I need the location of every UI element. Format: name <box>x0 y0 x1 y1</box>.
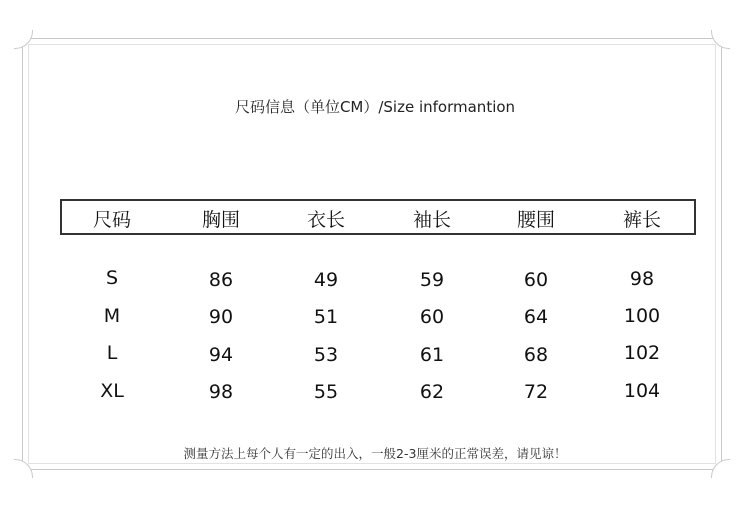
table-cell: 59 <box>419 269 445 291</box>
table-cell: 60 <box>523 269 549 291</box>
table-cell: 49 <box>313 269 339 291</box>
table-cell: 86 <box>208 269 234 291</box>
table-cell: 90 <box>208 306 234 328</box>
header-cell-size: 尺码 <box>92 209 131 231</box>
table-cell: L <box>106 342 118 364</box>
table-cell: 94 <box>208 344 234 366</box>
table-cell: 104 <box>623 380 661 402</box>
header-cell-sleeve: 袖长 <box>412 209 451 231</box>
table-cell: 64 <box>523 306 549 328</box>
measurement-note: 测量方法上每个人有一定的出入，一般2-3厘米的正常误差，请见谅！ <box>183 446 567 461</box>
table-cell: 55 <box>313 381 339 403</box>
frame-corner <box>711 30 730 49</box>
header-cell-length: 衣长 <box>306 209 345 231</box>
table-cell: 102 <box>623 342 661 364</box>
table-cell: 68 <box>523 344 549 366</box>
page-title: 尺码信息（单位CM）/Size informantion <box>234 98 516 116</box>
table-cell: 100 <box>623 305 661 327</box>
table-cell: 98 <box>629 268 655 290</box>
table-cell: 51 <box>313 306 339 328</box>
table-cell: 53 <box>313 344 339 366</box>
table-cell: XL <box>100 380 124 402</box>
table-cell: S <box>105 267 119 289</box>
table-cell: 60 <box>419 306 445 328</box>
table-cell: M <box>103 305 121 327</box>
table-cell: 62 <box>419 381 445 403</box>
table-cell: 72 <box>523 381 549 403</box>
table-cell: 61 <box>419 344 445 366</box>
frame-corner <box>14 30 33 49</box>
header-cell-waist: 腰围 <box>516 209 555 231</box>
header-cell-pants-length: 裤长 <box>622 209 661 231</box>
header-cell-chest: 胸围 <box>201 209 240 231</box>
table-cell: 98 <box>208 381 234 403</box>
